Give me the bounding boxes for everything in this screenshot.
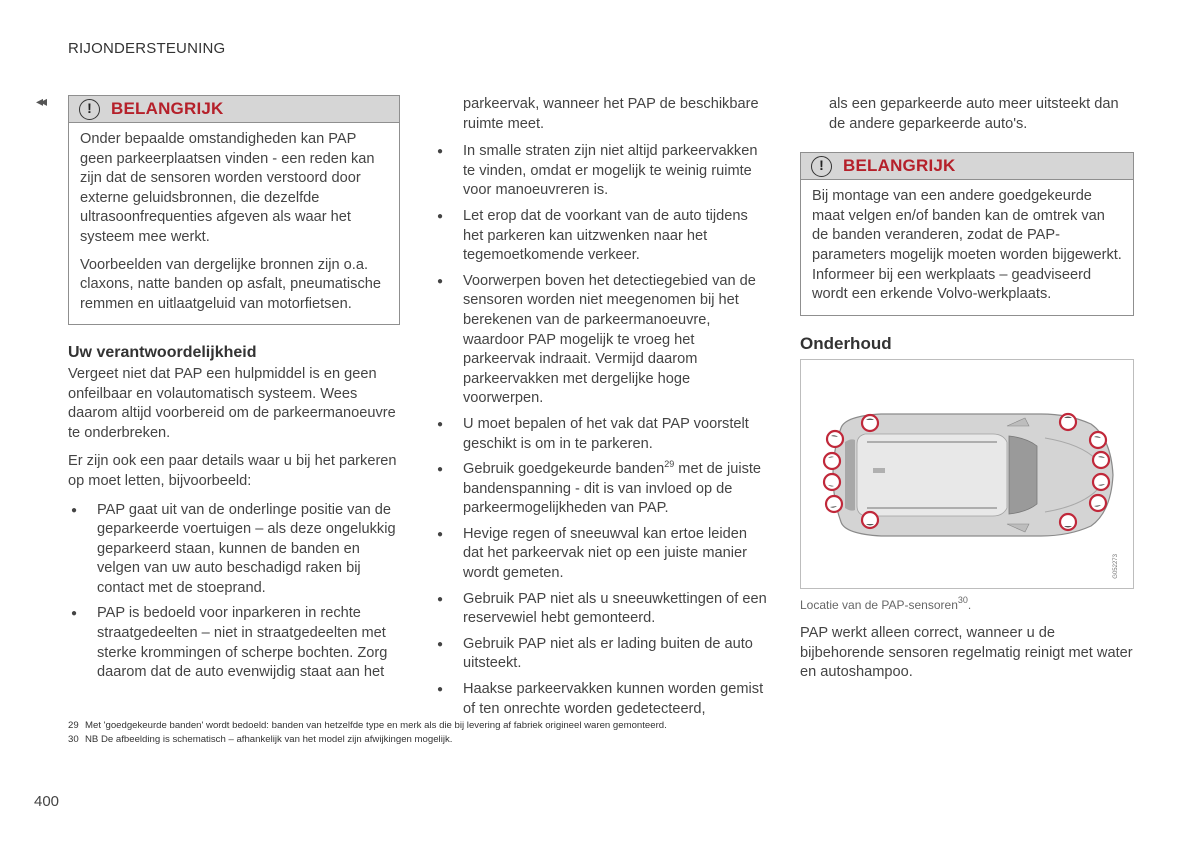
- caption-end: .: [967, 598, 972, 613]
- footnote: [68, 719, 667, 733]
- footnote-ref[interactable]: 29: [664, 459, 675, 470]
- sensor-rear-right-icon: [862, 512, 878, 528]
- bullet-list: [68, 501, 400, 683]
- footnote-text: NB De afbeelding is schematisch – afhankelijk van het model zijn afwijkingen mogelijk.: [85, 734, 453, 745]
- body-paragraph: Er zijn ook een paar details waar u bij het parkeren op moet letten, bijvoorbeeld:: [68, 453, 397, 489]
- figure-code: G052273: [1113, 553, 1120, 579]
- column-2: [434, 95, 768, 725]
- warning-body: [69, 123, 399, 324]
- footnote-number: 29: [68, 720, 79, 731]
- warning-header: [69, 96, 399, 123]
- column-3: [800, 95, 1134, 683]
- list-item-text: Gebruik goedgekeurde banden: [463, 461, 665, 478]
- back-arrow-icon[interactable]: ◂◂: [36, 93, 45, 109]
- list-item: [434, 460, 768, 519]
- exclamation-icon: !: [811, 156, 832, 177]
- sensor-rear-corner-icon: [827, 431, 843, 447]
- column-1: [68, 95, 400, 689]
- list-item: ● Haakse parkeervakken kunnen worden gemist of ten onrechte worden gedetecteerd,: [434, 680, 768, 719]
- body-paragraph: PAP werkt alleen correct, wanneer u de bijbehorende sensoren regelmatig reinigt met water en autoshampoo.: [800, 624, 1133, 681]
- sensor-front-corner-icon: [1090, 432, 1106, 448]
- warning-header: [801, 153, 1133, 180]
- footnote-number: 30: [68, 734, 79, 745]
- footnote: [68, 733, 667, 747]
- section-heading: Onderhoud: [800, 333, 892, 353]
- sensor-front-right-icon: [1060, 514, 1076, 530]
- warning-paragraph: Onder bepaalde omstandigheden kan PAP geen parkeerplaatsen vinden - een reden kan zijn dat de sensoren worden verstoord door externe geluidsbronnen, die dezelfde ultrasoonfrequenties afgeven als waar het systeem mee werkt.: [80, 131, 375, 245]
- warning-box: [68, 95, 400, 325]
- warning-paragraph: Bij montage van een andere goedgekeurde maat velgen en/of banden kan de omtrek van de banden veranderen, zodat de PAP-parameters mogelijk moeten worden bijgewerkt. Informeer bij een werkplaats – geadviseerd wordt een erkende Volvo-werkplaats.: [812, 188, 1122, 303]
- list-item: ● Hevige regen of sneeuwval kan ertoe leiden dat het parkeervak niet op een juiste manier wordt gemeten.: [434, 525, 768, 584]
- sensor-rear-icon: [824, 474, 840, 490]
- sensor-rear-icon: [824, 453, 840, 469]
- sensor-location-figure: [800, 359, 1134, 589]
- list-item: ● Gebruik PAP niet als er lading buiten de auto uitsteekt.: [434, 635, 768, 674]
- sensor-front-icon: [1093, 452, 1109, 468]
- sensor-front-icon: [1093, 474, 1109, 490]
- warning-title: BELANGRIJK: [843, 156, 956, 176]
- list-item-continuation: parkeervak, wanneer het PAP de beschikbare ruimte meet.: [463, 96, 759, 132]
- footnote-text: Met 'goedgekeurde banden' wordt bedoeld: banden van hetzelfde type en merk als die bij levering af fabriek origineel waren gemonteerd.: [85, 720, 667, 731]
- sensor-rear-left-icon: [862, 415, 878, 431]
- list-item: ● In smalle straten zijn niet altijd parkeervakken te vinden, omdat er mogelijk te weinig ruimte voor manoeuvreren is.: [434, 142, 768, 201]
- body-paragraph: Vergeet niet dat PAP een hulpmiddel is en geen onfeilbaar en volautomatisch systeem. Wees daarom altijd voorbereid om de parkeermanoeuvre te onderbreken.: [68, 365, 396, 441]
- section-heading: Uw verantwoordelijkheid: [68, 344, 257, 362]
- list-item-continuation: als een geparkeerde auto meer uitsteekt dan de andere geparkeerde auto's.: [829, 96, 1119, 132]
- section-header: RIJONDERSTEUNING: [68, 40, 226, 57]
- figure-caption: [800, 596, 1134, 616]
- sensor-rear-corner-icon: [826, 496, 842, 512]
- footnote-ref[interactable]: 30: [957, 595, 968, 606]
- footnotes: [68, 719, 667, 747]
- list-item-text: met de juiste bandenspanning - dit is van invloed op de parkeermogelijkheden van PAP.: [463, 461, 762, 517]
- exclamation-icon: !: [79, 99, 100, 120]
- list-item: ● Let erop dat de voorkant van de auto tijdens het parkeren kan uitzwenken naar het tegemoetkomende verkeer.: [434, 207, 768, 266]
- caption-text: Locatie van de PAP-sensoren: [800, 598, 958, 613]
- list-item: ● Gebruik PAP niet als u sneeuwkettingen of een reservewiel hebt gemonteerd.: [434, 590, 768, 629]
- list-item: ● Voorwerpen boven het detectiegebied van de sensoren worden niet meegenomen bij het berekenen van de parkeermanoeuvre, waardoor PAP mogelijk te vroeg het parkeervak indraait. Vermijd daarom parkeervakken met dergelijke hoge voorwerpen.: [434, 272, 768, 409]
- list-item: ● PAP gaat uit van de onderlinge positie van de geparkeerde voertuigen – als deze ongelukkig geparkeerd staan, kunnen de banden en velgen van uw auto beschadigd raken bij contact met de stoeprand.: [68, 501, 400, 599]
- list-item: ● PAP is bedoeld voor inparkeren in rechte straatgedeelten – niet in straatgedeelten met sterke krommingen of scherpe bochten. Zorg daarom dat de auto evenwijdig staat aan het: [68, 604, 400, 682]
- warning-body: [801, 180, 1133, 315]
- sensor-front-left-icon: [1060, 414, 1076, 430]
- warning-paragraph: Voorbeelden van dergelijke bronnen zijn o.a. claxons, natte banden op asfalt, pneumatische remmen en uitlaatgeluid van motorfietsen.: [80, 256, 381, 312]
- car-topview-illustration: [801, 360, 1135, 590]
- sensor-front-corner-icon: [1090, 495, 1106, 511]
- warning-title: BELANGRIJK: [111, 99, 224, 119]
- bullet-list: [434, 142, 768, 719]
- list-item: ● U moet bepalen of het vak dat PAP voorstelt geschikt is om in te parkeren.: [434, 415, 768, 454]
- page-number: 400: [34, 793, 60, 810]
- warning-box: [800, 152, 1134, 316]
